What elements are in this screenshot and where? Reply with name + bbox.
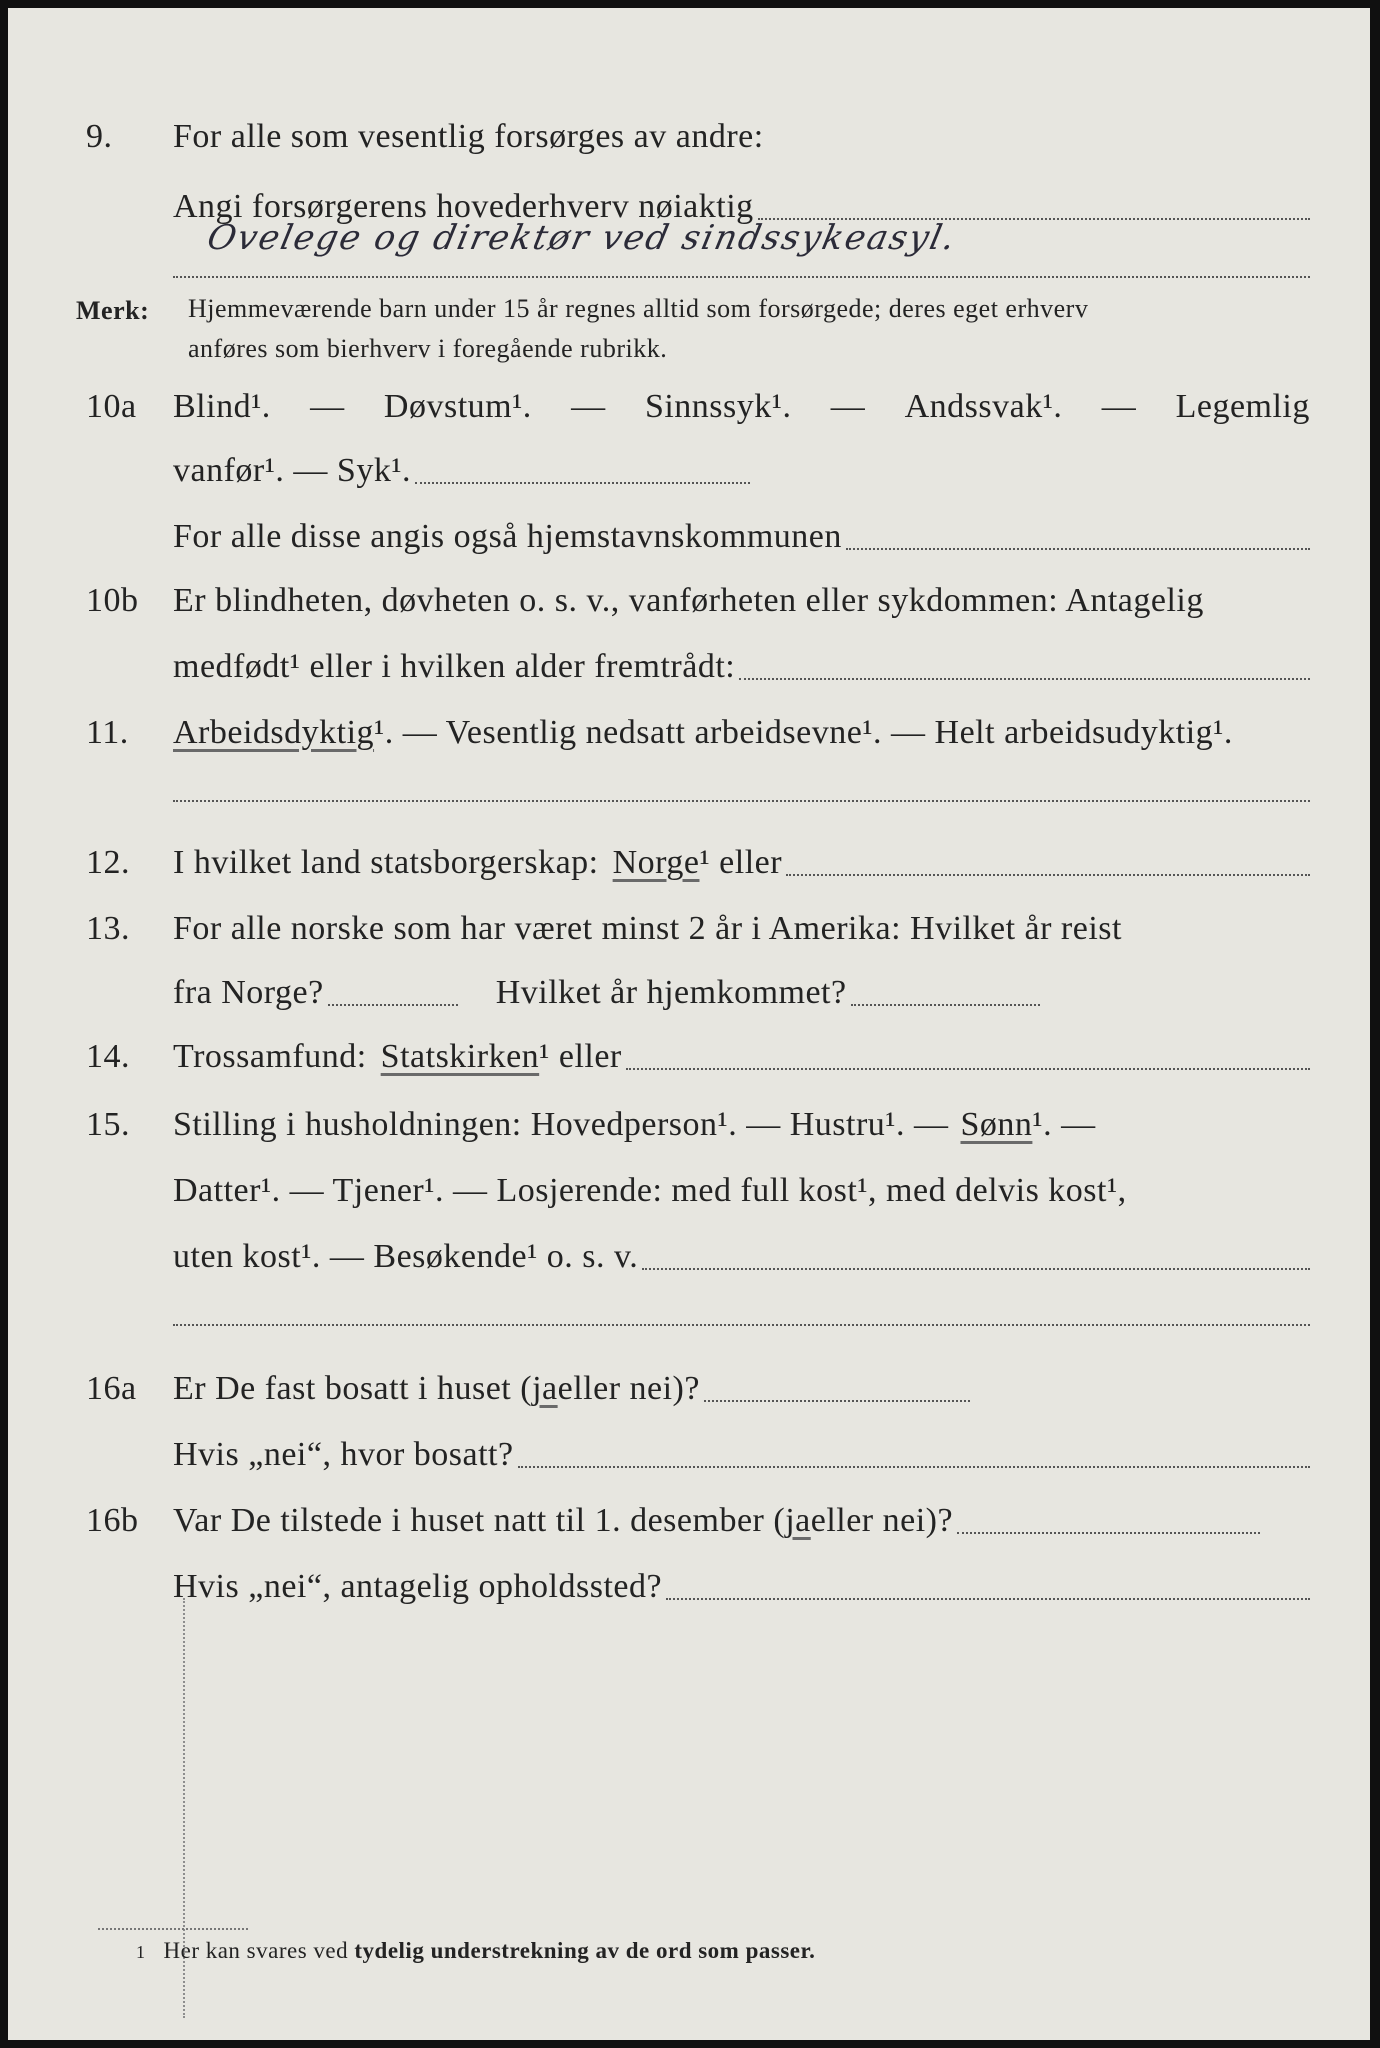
question-text: ¹ eller [539,1038,622,1075]
question-16a-row [8,1370,1370,1416]
answer-dotted-line [666,1598,1310,1600]
question-text: Trossamfund: [173,1038,367,1075]
note-text-line1: Hjemmeværende barn under 15 år regnes alltid som forsørgede; deres eget erhverv [188,294,1089,323]
question-15-line2 [8,1172,1370,1218]
option-andssvak: Andssvak¹. [904,388,1063,425]
question-text: Angi forsørgerens hovederhverv nøiaktig [173,188,754,225]
handwritten-answer: Ovelege og direktør ved sindssykeasyl. [203,218,961,258]
underlined-answer-ja: ja [532,1370,558,1407]
question-number: 13. [86,910,130,947]
underlined-answer-ja: ja [785,1502,811,1539]
question-text: Hvis „nei“, hvor bosatt? [173,1436,514,1473]
question-number: 16a [86,1370,137,1407]
question-number: 10a [86,388,137,425]
question-16b-row [8,1502,1370,1548]
question-10a-row [8,388,1370,434]
question-13-line2 [8,974,1370,1020]
question-9-row [8,118,1370,164]
question-text: Er De fast bosatt i huset ( [173,1370,533,1407]
answer-dotted-line [851,1004,1040,1006]
option-sinnssyk: Sinnssyk¹. [644,388,792,425]
underlined-answer-sonn: Sønn [960,1106,1033,1143]
option-legemlig: Legemlig [1175,388,1310,425]
question-10a-line2 [8,452,1370,498]
question-10b-line2 [8,648,1370,694]
question-number: 9. [86,118,113,155]
question-text: eller nei)? [557,1370,700,1407]
answer-dotted-line [957,1532,1260,1534]
answer-dotted-line [173,800,1310,802]
question-text: Datter¹. — Tjener¹. — Losjerende: med full kost¹, med delvis kost¹, [173,1172,1127,1209]
question-text: For alle som vesentlig forsørges av andre: [173,118,764,155]
option-blind: Blind¹. [173,388,271,425]
question-text: Stilling i husholdningen: Hovedperson¹. — Hustru¹. — [173,1106,949,1143]
question-text: For alle disse angis også hjemstavnskommunen [173,518,842,555]
answer-dotted-line [415,482,750,484]
question-16b-line2 [8,1568,1370,1614]
dash: — [830,388,866,425]
question-number: 16b [86,1502,139,1539]
question-text: I hvilket land statsborgerskap: [173,844,599,881]
question-12-row [8,844,1370,890]
question-text: For alle norske som har været minst 2 år i Amerika: Hvilket år reist [173,910,1122,947]
answer-dotted-line [173,276,1310,278]
question-text: Er blindheten, døvheten o. s. v., vanførheten eller sykdommen: Antagelig [173,582,1204,619]
question-text: ¹ eller [699,844,783,881]
question-text: medfødt¹ eller i hvilken alder fremtrådt: [173,648,736,685]
underlined-answer-arbeidsdyktig: Arbeidsdyktig [173,714,375,751]
census-form-page [8,8,1370,2040]
question-15-line3 [8,1238,1370,1284]
footnote-bold-text: tydelig understrekning av de ord som passer. [354,1938,816,1963]
question-number: 10b [86,582,139,619]
dash: — [571,388,606,425]
question-number: 12. [86,844,130,881]
footnote [136,1938,815,1964]
note-text-line2: anføres som bierhverv i foregående rubrikk. [188,334,668,363]
question-text: ¹. — Vesentlig nedsatt arbeidsevne¹. — Helt arbeidsudyktig¹. [374,714,1233,751]
answer-dotted-line [642,1268,1310,1270]
footnote-mark: 1 [136,1942,146,1962]
question-15-row [8,1106,1370,1152]
answer-dotted-line [173,1324,1310,1326]
option-dovstum: Døvstum¹. [383,388,532,425]
question-text: uten kost¹. — Besøkende¹ o. s. v. [173,1238,639,1275]
question-text: vanfør¹. — Syk¹. [173,452,412,489]
question-number: 14. [86,1038,130,1075]
question-10b-row [8,582,1370,628]
question-16a-line2 [8,1436,1370,1482]
question-10a-line3 [8,518,1370,564]
question-number: 15. [86,1106,130,1143]
footnote-rule [98,1928,248,1930]
answer-dotted-line [704,1400,970,1402]
question-text: ¹. — [1032,1106,1096,1143]
question-number: 11. [86,714,129,751]
underlined-answer-statskirken: Statskirken [380,1038,540,1075]
question-text: Var De tilstede i huset natt til 1. desember ( [173,1502,786,1539]
footnote-text: Her kan svares ved [163,1938,355,1963]
answer-dotted-line [846,548,1310,550]
dash: — [310,388,345,425]
question-text: eller nei)? [810,1502,954,1539]
question-text: fra Norge? [173,974,324,1011]
underlined-answer-norge: Norge [612,844,700,881]
answer-dotted-line [328,1004,458,1006]
dash: — [1101,388,1137,425]
question-11-row [8,714,1370,760]
answer-dotted-line [739,678,1310,680]
question-text: Hvis „nei“, antagelig opholdssted? [173,1568,663,1605]
question-text: Hvilket år hjemkommet? [495,974,847,1011]
question-14-row [8,1038,1370,1084]
note-label: Merk: [76,296,150,325]
answer-dotted-line [786,874,1310,876]
question-13-row [8,910,1370,956]
answer-dotted-line [518,1466,1310,1468]
answer-dotted-line [626,1068,1310,1070]
